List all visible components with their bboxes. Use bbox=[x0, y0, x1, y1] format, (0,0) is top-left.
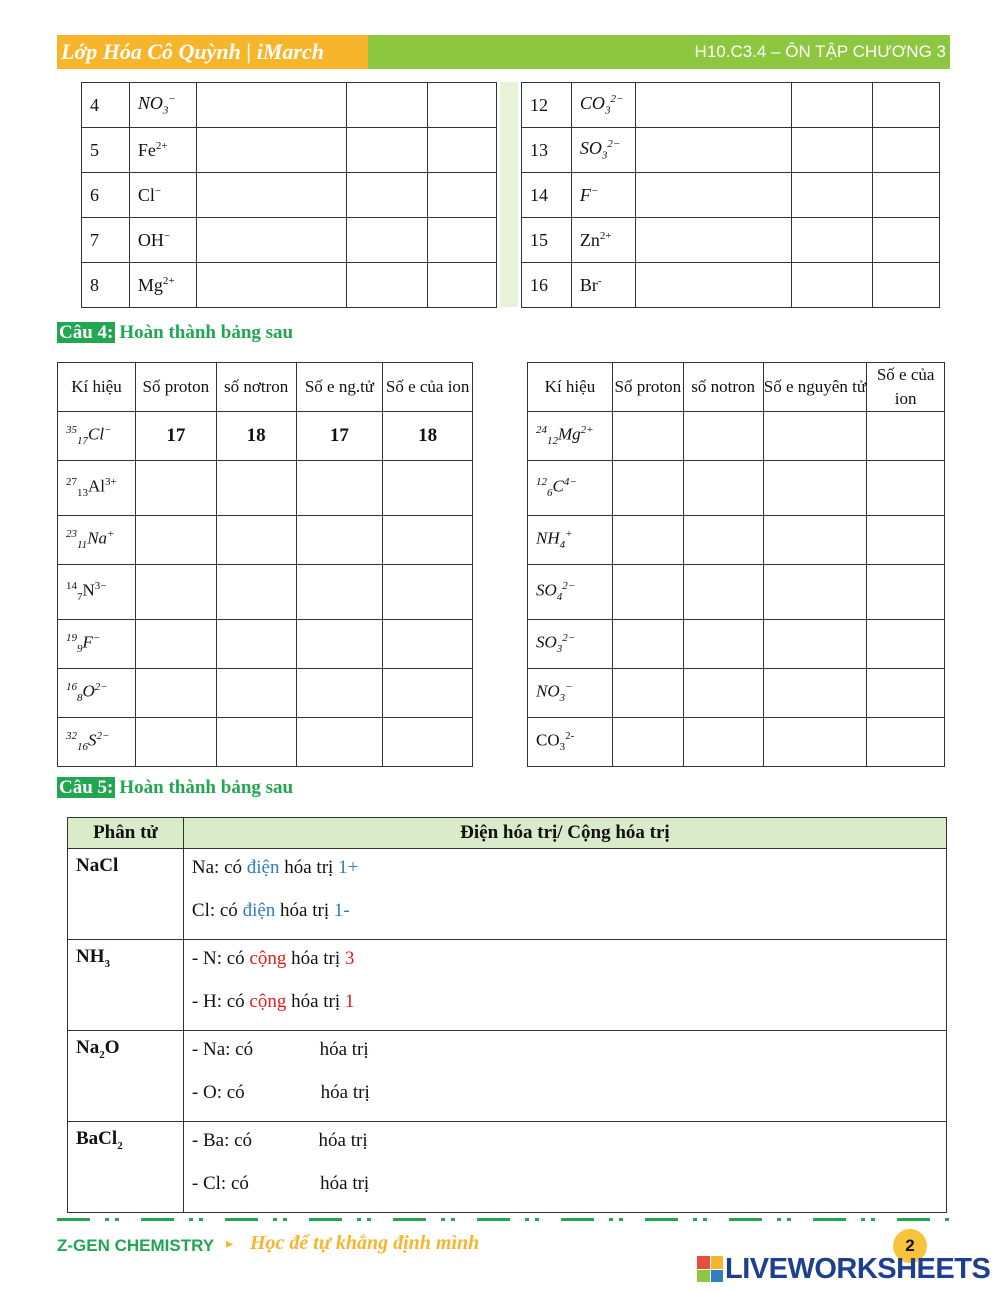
answer-cell[interactable] bbox=[612, 565, 683, 620]
answer-cell[interactable] bbox=[383, 718, 473, 767]
answer-cell[interactable] bbox=[867, 718, 945, 767]
example-value: 17 bbox=[135, 412, 216, 461]
table-row bbox=[82, 83, 497, 128]
answer-cell[interactable] bbox=[216, 669, 296, 718]
answer-cell[interactable] bbox=[763, 412, 867, 461]
answer-cell[interactable] bbox=[216, 461, 296, 516]
valence-line: Na: có điện hóa trị 1+ bbox=[191, 857, 359, 878]
table-row bbox=[58, 669, 473, 718]
table-row bbox=[68, 1122, 947, 1213]
answer-cell[interactable] bbox=[873, 218, 940, 263]
answer-cell[interactable] bbox=[683, 516, 763, 565]
answer-cell[interactable] bbox=[383, 461, 473, 516]
column-header: Số proton bbox=[612, 363, 683, 412]
answer-cell[interactable] bbox=[763, 620, 867, 669]
question-number: Câu 5: bbox=[59, 777, 114, 798]
example-value: 18 bbox=[383, 412, 473, 461]
watermark-text: LIVEWORKSHEETS bbox=[725, 1252, 991, 1285]
answer-cell[interactable] bbox=[135, 718, 216, 767]
column-header: Phân tử bbox=[68, 818, 184, 849]
answer-cell[interactable] bbox=[428, 83, 497, 128]
ion-symbol: $SO_3^{2-}$ bbox=[528, 620, 613, 669]
question-title: Hoàn thành bảng sau bbox=[119, 777, 294, 798]
ion-symbol: Br- bbox=[571, 263, 635, 308]
answer-cell[interactable] bbox=[763, 461, 867, 516]
ion-symbol: $^{16}_8O^{2-}$ bbox=[58, 669, 136, 718]
answer-cell[interactable] bbox=[296, 718, 383, 767]
valence-line: - H: có cộng hóa trị 1 bbox=[191, 991, 355, 1012]
answer-cell[interactable] bbox=[347, 83, 428, 128]
ion-symbol: $CO_3^{2-}$ bbox=[528, 718, 613, 767]
table-row bbox=[58, 565, 473, 620]
ion-symbol: $^{23}_{11}$Na+ bbox=[58, 516, 136, 565]
footer-slogan: Học để tự khẳng định mình bbox=[250, 1232, 480, 1254]
ion-table-left bbox=[81, 82, 497, 308]
table-row bbox=[522, 83, 940, 128]
question-number: Câu 4: bbox=[59, 322, 114, 343]
answer-cell[interactable] bbox=[216, 620, 296, 669]
liveworksheets-icon bbox=[697, 1256, 723, 1282]
answer-cell[interactable] bbox=[347, 128, 428, 173]
ion-symbol: F− bbox=[571, 173, 635, 218]
arrow-icon: ▸ bbox=[226, 1236, 234, 1252]
answer-cell[interactable] bbox=[683, 620, 763, 669]
answer-cell[interactable] bbox=[873, 128, 940, 173]
table-row bbox=[528, 620, 945, 669]
answer-cell[interactable] bbox=[135, 620, 216, 669]
answer-cell[interactable] bbox=[763, 565, 867, 620]
ion-symbol: $Zn^{2+}$ bbox=[571, 218, 635, 263]
valence-line: - Cl: có hóa trị bbox=[191, 1173, 370, 1194]
answer-cell[interactable] bbox=[135, 669, 216, 718]
answer-cell[interactable] bbox=[296, 620, 383, 669]
table-row bbox=[82, 218, 497, 263]
particle-table-left bbox=[57, 362, 473, 767]
valence-cell[interactable] bbox=[183, 940, 946, 1031]
row-number: 16 bbox=[522, 263, 572, 308]
answer-cell[interactable] bbox=[867, 516, 945, 565]
answer-cell[interactable] bbox=[612, 718, 683, 767]
table-row bbox=[528, 669, 945, 718]
row-number: 14 bbox=[522, 173, 572, 218]
answer-cell[interactable] bbox=[428, 218, 497, 263]
answer-cell[interactable] bbox=[763, 718, 867, 767]
footer-divider bbox=[57, 1218, 950, 1221]
answer-cell[interactable] bbox=[792, 128, 873, 173]
ion-symbol: $Mg^{2+}$ bbox=[129, 263, 196, 308]
table-row bbox=[58, 412, 473, 461]
answer-cell[interactable] bbox=[347, 173, 428, 218]
table-row bbox=[68, 849, 947, 940]
question-4-heading bbox=[57, 320, 293, 346]
answer-cell[interactable] bbox=[683, 718, 763, 767]
table-row bbox=[528, 718, 945, 767]
answer-cell[interactable] bbox=[792, 263, 873, 308]
column-header: Số e của ion bbox=[867, 363, 945, 412]
ion-symbol: $Fe^{2+}$ bbox=[129, 128, 196, 173]
valence-cell[interactable] bbox=[183, 1122, 946, 1213]
answer-cell[interactable] bbox=[383, 669, 473, 718]
answer-cell[interactable] bbox=[683, 461, 763, 516]
column-header: Điện hóa trị/ Cộng hóa trị bbox=[183, 818, 946, 849]
answer-cell[interactable] bbox=[792, 173, 873, 218]
answer-cell[interactable] bbox=[635, 128, 792, 173]
answer-cell[interactable] bbox=[683, 565, 763, 620]
valence-table bbox=[67, 817, 947, 1213]
row-number: 6 bbox=[82, 173, 130, 218]
answer-cell[interactable] bbox=[612, 412, 683, 461]
answer-cell[interactable] bbox=[867, 565, 945, 620]
column-header: Số proton bbox=[135, 363, 216, 412]
table-row bbox=[528, 565, 945, 620]
valence-cell[interactable] bbox=[183, 849, 946, 940]
table-header-row bbox=[528, 363, 945, 412]
answer-cell[interactable] bbox=[196, 128, 347, 173]
answer-cell[interactable] bbox=[347, 218, 428, 263]
table-row bbox=[522, 173, 940, 218]
answer-cell[interactable] bbox=[867, 412, 945, 461]
molecule-name: NaCl bbox=[68, 849, 184, 940]
answer-cell[interactable] bbox=[635, 173, 792, 218]
answer-cell[interactable] bbox=[135, 461, 216, 516]
answer-cell[interactable] bbox=[873, 83, 940, 128]
answer-cell[interactable] bbox=[383, 620, 473, 669]
question-title: Hoàn thành bảng sau bbox=[119, 322, 294, 343]
answer-cell[interactable] bbox=[428, 173, 497, 218]
ion-symbol: OH− bbox=[129, 218, 196, 263]
particle-table-right bbox=[527, 362, 945, 767]
example-value: 17 bbox=[296, 412, 383, 461]
answer-cell[interactable] bbox=[196, 83, 347, 128]
ion-symbol: $NO_3^-$ bbox=[528, 669, 613, 718]
ion-symbol: $^{32}_{16}S^{2-}$ bbox=[58, 718, 136, 767]
valence-line: - O: có hóa trị bbox=[191, 1082, 370, 1103]
ion-symbol: $SO_4^{2-}$ bbox=[528, 565, 613, 620]
table-row bbox=[528, 516, 945, 565]
column-header: Số e ng.tử bbox=[296, 363, 383, 412]
row-number: 12 bbox=[522, 83, 572, 128]
valence-cell[interactable] bbox=[183, 1031, 946, 1122]
row-number: 5 bbox=[82, 128, 130, 173]
answer-cell[interactable] bbox=[867, 669, 945, 718]
column-header: số nơtron bbox=[216, 363, 296, 412]
answer-cell[interactable] bbox=[296, 461, 383, 516]
ion-symbol: $^{19}_9$F− bbox=[58, 620, 136, 669]
answer-cell[interactable] bbox=[383, 565, 473, 620]
table-row bbox=[82, 173, 497, 218]
ion-symbol: $CO_3^{2-}$ bbox=[571, 83, 635, 128]
table-row bbox=[522, 263, 940, 308]
footer-brand: Z-GEN CHEMISTRY bbox=[57, 1236, 215, 1255]
answer-cell[interactable] bbox=[135, 516, 216, 565]
column-header: số notron bbox=[683, 363, 763, 412]
answer-cell[interactable] bbox=[683, 412, 763, 461]
answer-cell[interactable] bbox=[428, 263, 497, 308]
example-value: 18 bbox=[216, 412, 296, 461]
answer-cell[interactable] bbox=[612, 516, 683, 565]
valence-line: Cl: có điện hóa trị 1- bbox=[191, 900, 350, 921]
row-number: 15 bbox=[522, 218, 572, 263]
answer-cell[interactable] bbox=[347, 263, 428, 308]
ion-symbol: $^{14}_7N^{3-}$ bbox=[58, 565, 136, 620]
answer-cell[interactable] bbox=[428, 128, 497, 173]
row-number: 4 bbox=[82, 83, 130, 128]
answer-cell[interactable] bbox=[683, 669, 763, 718]
valence-line: - N: có cộng hóa trị 3 bbox=[191, 948, 355, 969]
row-number: 13 bbox=[522, 128, 572, 173]
answer-cell[interactable] bbox=[296, 516, 383, 565]
answer-cell[interactable] bbox=[612, 669, 683, 718]
ion-symbol: Cl− bbox=[129, 173, 196, 218]
molecule-name: $NH_3$ bbox=[68, 940, 184, 1031]
column-header: Kí hiệu bbox=[528, 363, 613, 412]
ion-symbol: $SO_3^{2-}$ bbox=[571, 128, 635, 173]
ion-symbol: $NH_4^+$ bbox=[528, 516, 613, 565]
answer-cell[interactable] bbox=[792, 83, 873, 128]
answer-cell[interactable] bbox=[216, 718, 296, 767]
answer-cell[interactable] bbox=[612, 620, 683, 669]
answer-cell[interactable] bbox=[196, 173, 347, 218]
answer-cell[interactable] bbox=[867, 620, 945, 669]
table-header-row bbox=[68, 818, 947, 849]
answer-cell[interactable] bbox=[135, 565, 216, 620]
ion-symbol: $^{27}_{13}Al^{3+}$ bbox=[58, 461, 136, 516]
ion-symbol: $^{24}_{12}Mg^{2+}$ bbox=[528, 412, 613, 461]
answer-cell[interactable] bbox=[873, 263, 940, 308]
column-header: Số e của ion bbox=[383, 363, 473, 412]
answer-cell[interactable] bbox=[635, 263, 792, 308]
answer-cell[interactable] bbox=[612, 461, 683, 516]
column-header: Kí hiệu bbox=[58, 363, 136, 412]
table-row bbox=[58, 516, 473, 565]
table-row bbox=[68, 940, 947, 1031]
ion-symbol: $^{35}_{17}$Cl− bbox=[58, 412, 136, 461]
table-row bbox=[58, 718, 473, 767]
header-class-title: Lớp Hóa Cô Quỳnh | iMarch bbox=[57, 35, 368, 69]
ion-table-right bbox=[521, 82, 940, 308]
answer-cell[interactable] bbox=[216, 516, 296, 565]
row-number: 8 bbox=[82, 263, 130, 308]
table-header-row bbox=[58, 363, 473, 412]
row-number: 7 bbox=[82, 218, 130, 263]
answer-cell[interactable] bbox=[196, 218, 347, 263]
answer-cell[interactable] bbox=[763, 516, 867, 565]
answer-cell[interactable] bbox=[792, 218, 873, 263]
table-row bbox=[82, 263, 497, 308]
header-lesson-code: H10.C3.4 – ÔN TẬP CHƯƠNG 3 bbox=[368, 35, 950, 69]
answer-cell[interactable] bbox=[763, 669, 867, 718]
table-row bbox=[522, 128, 940, 173]
molecule-name: BaCl$_2$ bbox=[68, 1122, 184, 1213]
table-row bbox=[58, 620, 473, 669]
column-header: Số e nguyên tử bbox=[763, 363, 867, 412]
table-gap bbox=[500, 82, 518, 307]
valence-line: - Ba: có hóa trị bbox=[191, 1130, 368, 1151]
question-5-heading bbox=[57, 775, 293, 801]
answer-cell[interactable] bbox=[635, 218, 792, 263]
table-row bbox=[82, 128, 497, 173]
table-row bbox=[58, 461, 473, 516]
answer-cell[interactable] bbox=[867, 461, 945, 516]
ion-symbol: $^{12}_6C^{4-}$ bbox=[528, 461, 613, 516]
page-number: 2 bbox=[893, 1229, 927, 1263]
answer-cell[interactable] bbox=[296, 565, 383, 620]
answer-cell[interactable] bbox=[296, 669, 383, 718]
answer-cell[interactable] bbox=[383, 516, 473, 565]
answer-cell[interactable] bbox=[216, 565, 296, 620]
table-row bbox=[522, 218, 940, 263]
valence-line: - Na: có hóa trị bbox=[191, 1039, 369, 1060]
molecule-name: $Na_2O$ bbox=[68, 1031, 184, 1122]
ion-symbol: $NO_3^-$ bbox=[129, 83, 196, 128]
answer-cell[interactable] bbox=[196, 263, 347, 308]
table-row bbox=[528, 412, 945, 461]
table-row bbox=[68, 1031, 947, 1122]
answer-cell[interactable] bbox=[873, 173, 940, 218]
answer-cell[interactable] bbox=[635, 83, 792, 128]
table-row bbox=[528, 461, 945, 516]
liveworksheets-logo[interactable] bbox=[697, 1252, 990, 1286]
